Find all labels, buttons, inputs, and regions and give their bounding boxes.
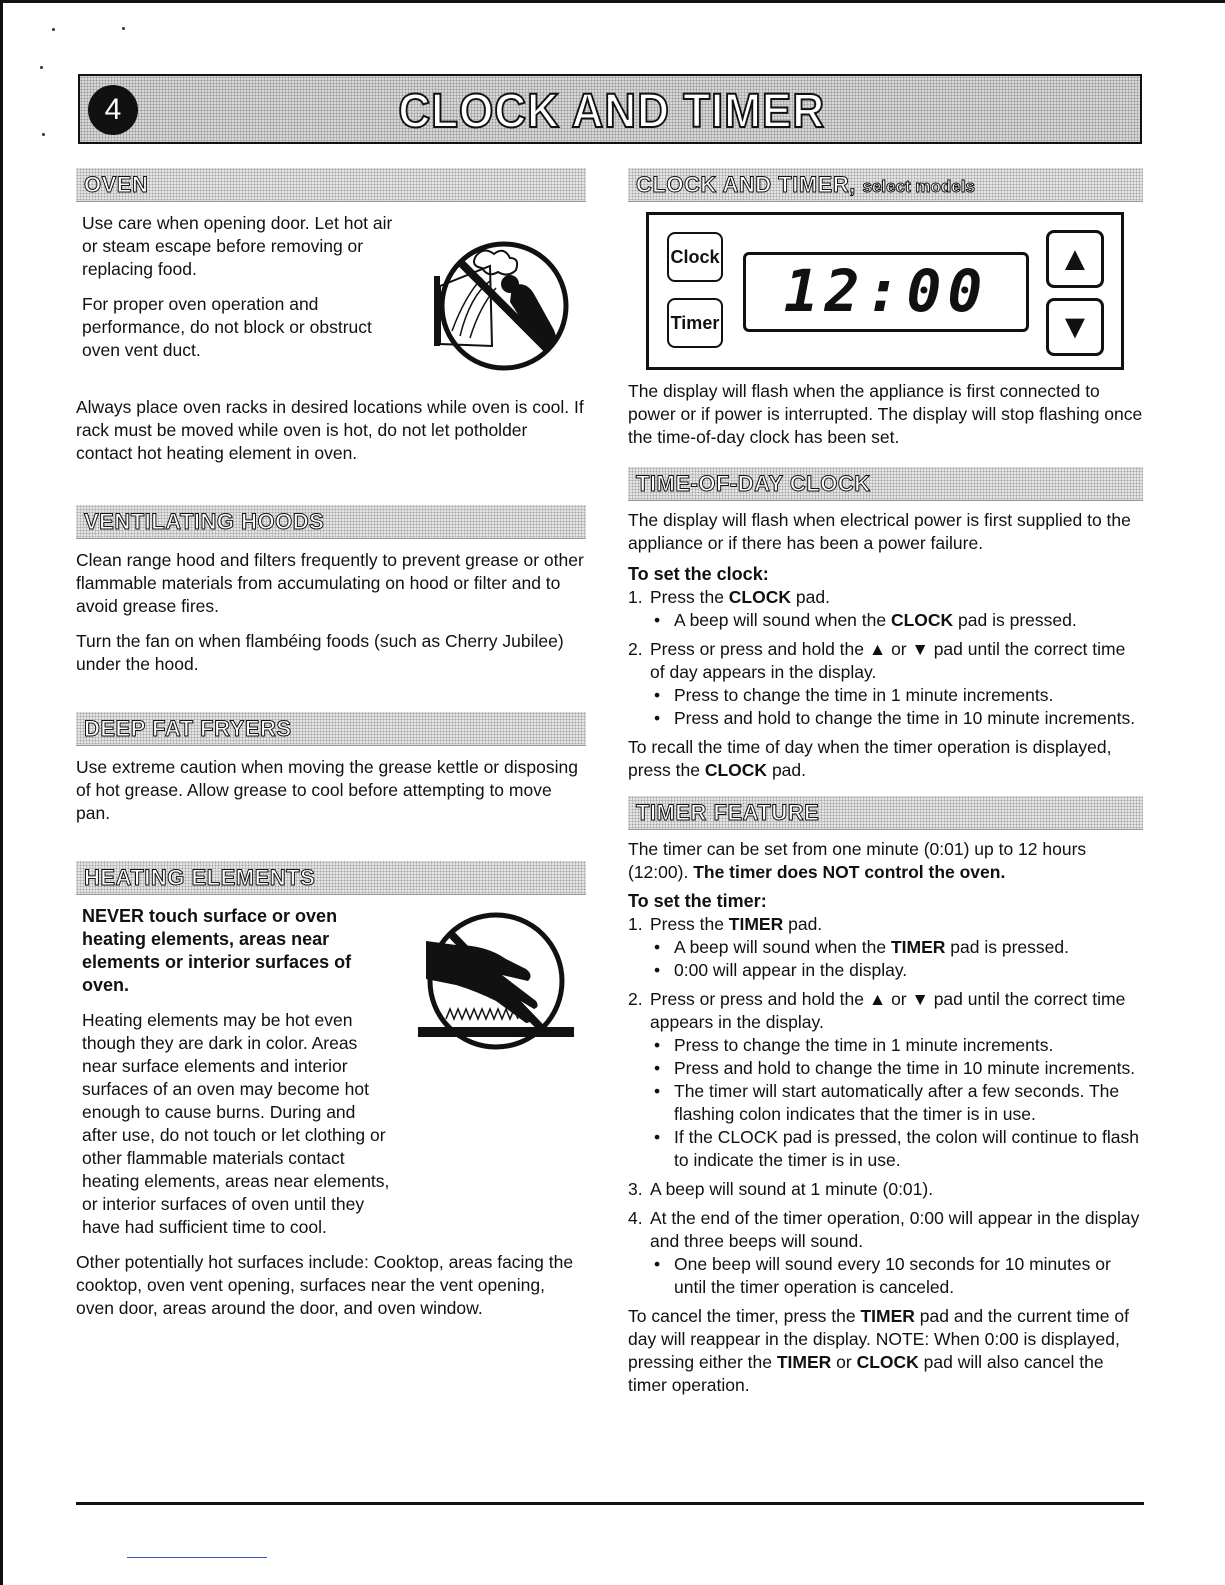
timer-step-3: 3. A beep will sound at 1 minute (0:01). xyxy=(628,1179,934,1199)
up-arrow-icon: ▲ xyxy=(868,639,887,659)
no-touch-hot-element-icon xyxy=(416,905,576,1055)
footer-rule xyxy=(76,1502,1144,1505)
ventilating-paragraph-1: Clean range hood and filters frequently to prevent grease or other flammable materials from accumulating on hood or filter and to avoid grease fires. xyxy=(76,550,584,616)
timer-pad-button[interactable]: Timer xyxy=(667,298,723,348)
up-arrow-button[interactable]: ▲ xyxy=(1046,230,1104,288)
section-heading-heating-elements: HEATING ELEMENTS xyxy=(76,861,586,895)
timer-step-1: 1. Press the TIMER pad. • A beep will sound when the TIMER pad is pressed. • 0:00 will appear in the display. xyxy=(628,913,1143,982)
deep-fat-paragraph: Use extreme caution when moving the grease kettle or disposing of hot grease. Allow grease to cool before attempting to move pan. xyxy=(76,757,578,823)
chapter-banner xyxy=(78,74,1142,144)
timer-step-4-bullets xyxy=(650,1253,1143,1299)
section-heading-timer-feature: TIMER FEATURE xyxy=(628,796,1143,830)
page-border-top xyxy=(0,0,1225,3)
heating-paragraph-2: Other potentially hot surfaces include: Cooktop, areas facing the cooktop, oven vent opening, surfaces near the vent opening, oven door, areas around the door, and oven window. xyxy=(76,1252,574,1318)
tod-intro: The display will flash when electrical power is first supplied to the appliance or if there has been a power failure. xyxy=(628,510,1131,553)
section-heading-time-of-day-clock: TIME-OF-DAY CLOCK xyxy=(628,467,1143,501)
down-arrow-icon: ▼ xyxy=(911,989,929,1009)
ventilating-paragraph-2: Turn the fan on when flambéing foods (such as Cherry Jubilee) under the hood. xyxy=(76,631,564,674)
right-column xyxy=(628,168,1143,1409)
list-item: • Press and hold to change the time in 10 minute increments. xyxy=(650,1057,1143,1080)
list-item: • A beep will sound when the TIMER pad is pressed. xyxy=(650,936,1143,959)
chapter-title: CLOCK AND TIMER xyxy=(398,85,826,138)
down-arrow-button[interactable]: ▼ xyxy=(1046,298,1104,356)
clock-control-panel xyxy=(646,212,1124,370)
timer-step-2: 2. Press or press and hold the ▲ or ▼ pad until the correct time appears in the display. • Press to change the time in 1 minute increments. • Press and hold to change the time in 10 minute increments. • The timer will start automatically after a few seconds. The flashing colon indicates that the timer is in use. • If the CLOCK pad is pressed, the colon will continue to flash to indicate the timer is in use. xyxy=(628,988,1143,1172)
left-column xyxy=(76,168,586,1332)
timer-step-2-bullets xyxy=(650,1034,1143,1172)
section-heading-deep-fat-fryers: DEEP FAT FRYERS xyxy=(76,712,586,746)
timer-subheading: To set the timer: xyxy=(628,891,767,911)
oven-intro-block xyxy=(76,212,586,386)
timer-intro: The timer can be set from one minute (0:01) up to 12 hours (12:00). The timer does NOT control the oven. xyxy=(628,839,1087,882)
list-item: • Press to change the time in 1 minute increments. xyxy=(650,684,1143,707)
list-item: • The timer will start automatically after a few seconds. The flashing colon indicates that the timer is in use. xyxy=(650,1080,1143,1126)
section-heading-clock-and-timer xyxy=(628,168,1143,202)
clock-timer-heading-suffix: select models xyxy=(862,177,975,196)
list-item: • 0:00 will appear in the display. xyxy=(650,959,1143,982)
up-arrow-icon: ▲ xyxy=(868,989,887,1009)
tod-step-1-bullets xyxy=(650,609,1143,632)
scan-speck xyxy=(52,28,55,31)
list-item: • Press and hold to change the time in 10 minute increments. xyxy=(650,707,1143,730)
heating-paragraph-1: Heating elements may be hot even though they are dark in color. Areas near surface elements and interior surfaces of an oven may become hot enough to cause burns. During and after use, do not touch or let clothing or other flammable materials contact heating elements, areas near elements, or interior surfaces of oven until they have had sufficient time to cool. xyxy=(82,1010,390,1237)
tod-step-2-bullets xyxy=(650,684,1143,730)
list-item: • One beep will sound every 10 seconds for 10 minutes or until the timer operation is canceled. xyxy=(650,1253,1143,1299)
down-arrow-icon: ▼ xyxy=(911,639,929,659)
clock-display-caption: The display will flash when the appliance is first connected to power or if power is interrupted. The display will stop flashing once the time-of-day clock has been set. xyxy=(628,381,1143,447)
tod-recall: To recall the time of day when the timer operation is displayed, press the CLOCK pad. xyxy=(628,737,1112,780)
list-item: • If the CLOCK pad is pressed, the colon will continue to flash to indicate the timer is in use. xyxy=(650,1126,1143,1172)
hot-steam-warning-icon xyxy=(430,226,570,376)
clock-pad-button[interactable]: Clock xyxy=(667,232,723,282)
chapter-number-badge: 4 xyxy=(88,85,138,135)
tod-step-2: 2. Press or press and hold the ▲ or ▼ pad until the correct time of day appears in the display. • Press to change the time in 1 minute increments. • Press and hold to change the time in 10 minute increments. xyxy=(628,638,1143,730)
timer-step-4: 4. At the end of the timer operation, 0:00 will appear in the display and three beeps will sound. • One beep will sound every 10 seconds for 10 minutes or until the timer operation is canceled. xyxy=(628,1207,1143,1299)
timer-cancel: To cancel the timer, press the TIMER pad and the current time of day will reappear in the display. NOTE: When 0:00 is displayed, pressing either the TIMER or CLOCK pad will also cancel the timer operation. xyxy=(628,1306,1129,1395)
page-border-left xyxy=(0,0,3,1585)
section-heading-ventilating-hoods: VENTILATING HOODS xyxy=(76,505,586,539)
tod-subheading: To set the clock: xyxy=(628,564,769,584)
scan-speck xyxy=(122,27,125,30)
scan-speck xyxy=(42,133,45,136)
list-item: • Press to change the time in 1 minute increments. xyxy=(650,1034,1143,1057)
section-heading-oven: OVEN xyxy=(76,168,586,202)
footer-link-underline xyxy=(127,1557,267,1558)
list-item: • A beep will sound when the CLOCK pad is pressed. xyxy=(650,609,1143,632)
heating-warning: NEVER touch surface or oven heating elements, areas near elements or interior surfaces of oven. xyxy=(82,906,352,995)
tod-step-1: 1. Press the CLOCK pad. • A beep will sound when the CLOCK pad is pressed. xyxy=(628,586,1143,632)
clock-display: 12:00 xyxy=(743,252,1029,332)
oven-paragraph-3: Always place oven racks in desired locations while oven is cool. If rack must be moved while oven is hot, do not let potholder contact hot heating element in oven. xyxy=(76,397,584,463)
scan-speck xyxy=(40,66,43,69)
timer-step-1-bullets xyxy=(650,936,1143,982)
oven-paragraph-1: Use care when opening door. Let hot air or steam escape before removing or replacing food. xyxy=(82,213,393,279)
oven-paragraph-2: For proper oven operation and performance, do not block or obstruct oven vent duct. xyxy=(82,294,372,360)
clock-timer-heading-text: CLOCK AND TIMER, xyxy=(636,172,856,197)
heating-block xyxy=(76,905,586,1239)
